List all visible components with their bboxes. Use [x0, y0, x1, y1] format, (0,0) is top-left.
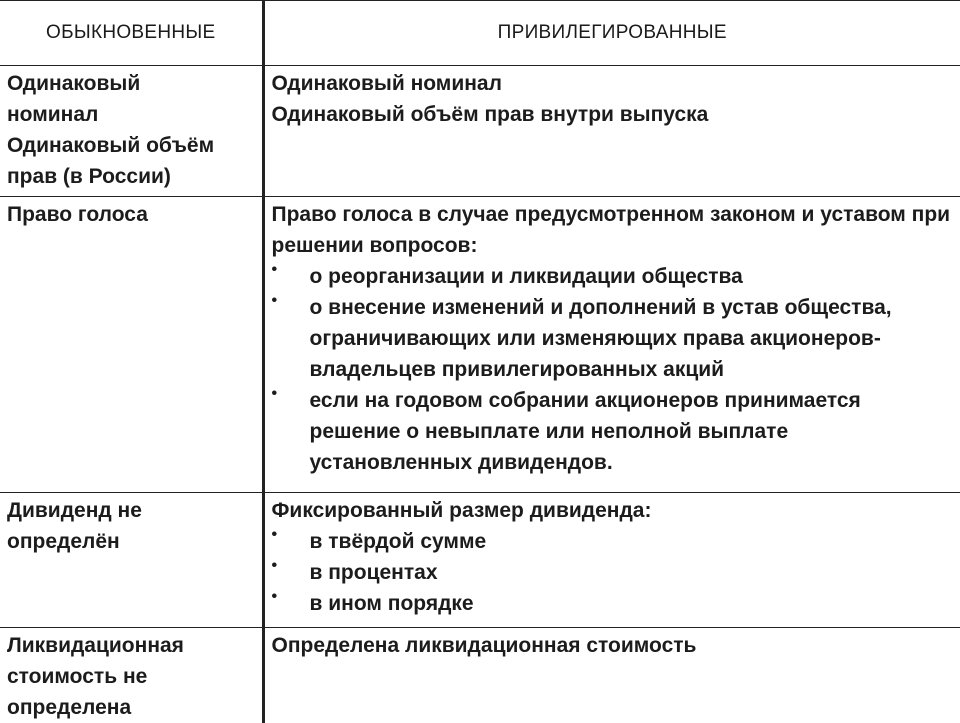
bullet-icon: • — [272, 258, 278, 282]
cell-ordinary — [0, 66, 263, 197]
list-item: • в процентах — [272, 557, 957, 588]
cell-line: определена — [7, 692, 254, 723]
cell-line: Одинаковый номинал — [272, 68, 957, 99]
bullet-icon: • — [272, 523, 278, 547]
list-item: • если на годовом собрании акционеров принимается решение о невыплате или неполной выплате установленных дивидендов. — [272, 385, 957, 478]
table-row — [0, 628, 960, 723]
cell-line: Одинаковый объём — [7, 130, 254, 161]
cell-preferred — [263, 66, 960, 197]
table-row — [0, 197, 960, 493]
cell-intro: Фиксированный размер дивиденда: — [272, 495, 957, 526]
cell-line: Одинаковый — [7, 68, 254, 99]
table-row — [0, 66, 960, 197]
cell-line: Одинаковый объём прав внутри выпуска — [272, 99, 957, 130]
bullet-list — [272, 261, 957, 478]
cell-intro: Право голоса в случае предусмотренном законом и уставом при решении вопросов: — [272, 199, 957, 261]
cell-ordinary — [0, 493, 263, 628]
list-item: • о внесение изменений и дополнений в устав общества, ограничивающих или изменяющих права акционеров-владельцев привилегированных акций — [272, 292, 957, 385]
cell-line: Ликвидационная — [7, 630, 254, 661]
header-row — [0, 1, 960, 66]
list-item: • в ином порядке — [272, 588, 957, 619]
bullet-icon: • — [272, 289, 278, 313]
cell-ordinary — [0, 197, 263, 493]
cell-line: Право голоса — [7, 199, 254, 230]
header-ordinary: ОБЫКНОВЕННЫЕ — [0, 1, 263, 66]
bullet-icon: • — [272, 382, 278, 406]
cell-ordinary — [0, 628, 263, 723]
cell-line: прав (в России) — [7, 161, 254, 192]
header-preferred: ПРИВИЛЕГИРОВАННЫЕ — [263, 1, 960, 66]
cell-preferred — [263, 628, 960, 723]
cell-line: Определена ликвидационная стоимость — [272, 630, 957, 661]
cell-line: номинал — [7, 99, 254, 130]
bullet-icon: • — [272, 585, 278, 609]
bullet-list — [272, 526, 957, 619]
bullet-icon: • — [272, 554, 278, 578]
cell-preferred — [263, 197, 960, 493]
list-item: • о реорганизации и ликвидации общества — [272, 261, 957, 292]
list-item: • в твёрдой сумме — [272, 526, 957, 557]
cell-preferred — [263, 493, 960, 628]
cell-line: стоимость не — [7, 661, 254, 692]
cell-line: определён — [7, 526, 254, 557]
table-row — [0, 493, 960, 628]
cell-line: Дивиденд не — [7, 495, 254, 526]
